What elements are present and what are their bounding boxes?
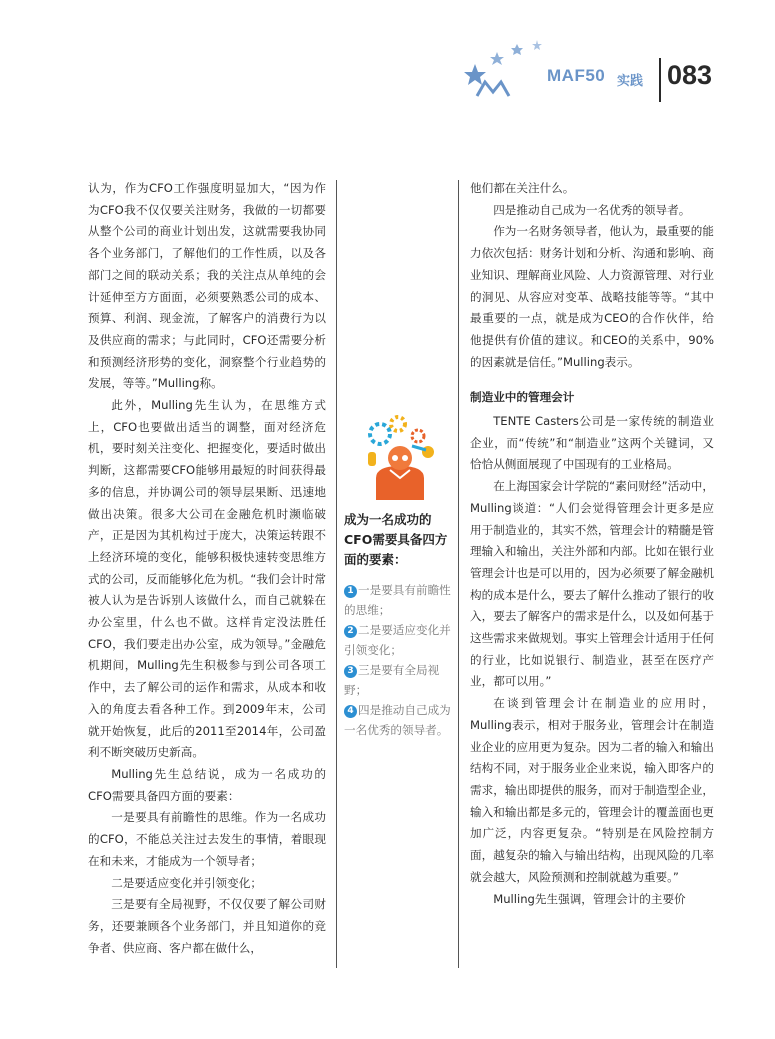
brand-logo: MAF50 (547, 66, 606, 85)
sidebar-list (344, 580, 452, 740)
number-badge: 2 (344, 625, 357, 638)
sidebar-title: 成为一名成功的CFO需要具备四方面的要素： (344, 512, 448, 567)
number-badge: 1 (344, 585, 357, 598)
section-heading: 制造业中的管理会计 (470, 390, 575, 405)
list-item-text: 四是推动自己成为一名优秀的领导者。 (344, 703, 451, 737)
number-badge: 3 (344, 665, 357, 678)
column-divider (336, 180, 337, 968)
section-label: 实践 (617, 74, 644, 89)
list-item (344, 580, 452, 620)
list-item-text: 三是要有全局视野； (344, 663, 440, 697)
list-item (344, 620, 452, 660)
right-column (470, 178, 714, 910)
header-divider (659, 58, 661, 102)
paragraph: 在谈到管理会计在制造业的应用时，Mulling表示，相对于服务业，管理会计在制造业企业的应用更为复杂。因为二者的输入和输出结构不同，对于服务业企业来说，输入即客户的需求，输出即提供的服务，而对于制造型企业，输入和输出都是多元的，管理会计的覆盖面也更加广泛，内容更复杂。“特别是在风险控制方面，越复杂的输入与输出结构，出现风险的几率就会越大，风险预测和控制就越为重要。” (470, 696, 714, 884)
paragraph: 二是要适应变化并引领变化； (111, 875, 262, 890)
paragraph: Mulling先生总结说，成为一名成功的CFO需要具备四方面的要素： (88, 766, 326, 803)
paragraph: 在上海国家会计学院的“素问财经”活动中，Mulling谈道：“人们会觉得管理会计更多是应用于制造业的，其实不然，管理会计的精髓是管理输入和输出，关注外部和内部。比如在银行业管理会计也是可以用的，因为必须要了解金融机构的成本是什么，要去了解什么推动了银行的收入，要去了解客户的需求是什么，以及如何基于这些需求来做规划。事实上管理会计适用于任何的行业，比如说银行、制造业，甚至在医疗产业，都可以用。” (470, 479, 714, 689)
leader-illustration-icon (362, 412, 438, 500)
list-item-text: 二是要适应变化并引领变化； (344, 623, 451, 657)
left-column (88, 178, 326, 959)
number-badge: 4 (344, 705, 357, 718)
paragraph: Mulling先生强调，管理会计的主要价 (493, 891, 686, 906)
page-header (455, 38, 775, 98)
paragraph: 他们都在关注什么。 (470, 181, 575, 195)
paragraph: 作为一名财务领导者，他认为，最重要的能力依次包括：财务计划和分析、沟通和影响、商业知识、理解商业风险、人力资源管理、对行业的洞见、从容应对变革、战略技能等等。“其中最重要的一点，就是成为CEO的合作伙伴，给他提供有价值的建议。和CEO的关系中，90%的因素就是信任。”Mulling表示。 (470, 224, 714, 369)
page-number: 083 (667, 60, 713, 90)
paragraph: 三是要有全局视野，不仅仅要了解公司财务，还要兼顾各个业务部门，并且知道你的竞争者、供应商、客户都在做什么， (88, 897, 326, 955)
list-item-text: 一是要具有前瞻性的思维； (344, 583, 451, 617)
column-divider (458, 180, 459, 968)
paragraph: TENTE Casters公司是一家传统的制造业企业，而“传统”和“制造业”这两个关键词，又恰恰从侧面展现了中国现有的工业格局。 (470, 414, 714, 472)
paragraph: 四是推动自己成为一名优秀的领导者。 (493, 202, 691, 217)
paragraph: 此外，Mulling先生认为，在思维方式上，CFO也要做出适当的调整，面对经济危机，要时刻关注变化、把握变化，要适时做出判断，这都需要CFO能够用最短的时间获得最多的信息，并协调公司的领导层果断、迅速地做出决策。很多大公司在金融危机时濒临破产，正是因为其机构过于庞大，决策运转跟不上经济环境的变化，能够积极快速转变思维方式的公司，反而能够化危为机。“我们会计时常被人认为是告诉别人该做什么，而自己就躲在办公室里，什么也不做。这样肯定没法胜任CFO，我们要走出办公室，成为领导。”金融危机期间，Mulling先生积极参与到公司各项工作中，去了解公司的运作和需求，从成本和收入的角度去看各种工作。到2009年末，公司就开始恢复，此后的2011至2014年，公司盈利不断突破历史新高。 (88, 398, 326, 760)
list-item (344, 660, 452, 700)
paragraph: 一是要具有前瞻性的思维。作为一名成功的CFO，不能总关注过去发生的事情，着眼现在和未来，才能成为一个领导者； (88, 810, 326, 868)
paragraph: 认为，作为CFO工作强度明显加大，“因为作为CFO我不仅仅要关注财务，我做的一切都要从整个公司的商业计划出发，这就需要我协同各个业务部门，了解他们的工作性质，以及各部门之间的联动关系；我的关注点从单纯的会计延伸至方方面面，必须要熟悉公司的成本、预算、利润、现金流，了解客户的消费行为以及供应商的需求；与此同时，CFO还需要分析和预测经济形势的变化，洞察整个行业趋势的发展，等等。”Mulling称。 (88, 181, 326, 391)
list-item (344, 700, 452, 740)
